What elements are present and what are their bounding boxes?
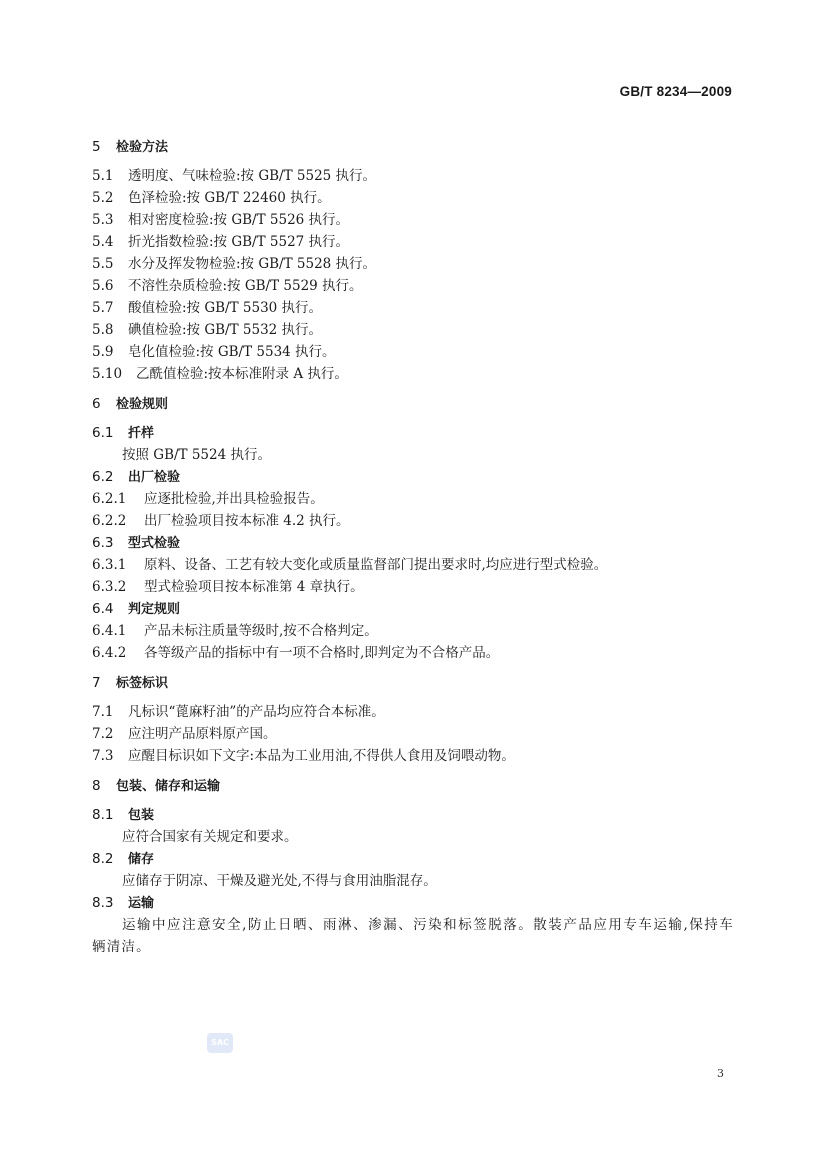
subsection-6-3-heading bbox=[92, 532, 734, 554]
clause-text: 凡标识“蓖麻籽油”的产品均应符合本标准。 bbox=[128, 704, 385, 720]
clause-6-4-1 bbox=[92, 620, 734, 642]
clause-text: 相对密度检验:按 GB/T 5526 执行。 bbox=[128, 212, 350, 228]
subsection-title: 判定规则 bbox=[128, 602, 181, 617]
subsection-number: 8.3 bbox=[92, 895, 114, 911]
clause-5-9 bbox=[92, 341, 734, 363]
clause-5-6 bbox=[92, 275, 734, 297]
standard-number: GB/T 8234—2009 bbox=[619, 84, 732, 99]
clause-number: 5.1 bbox=[92, 168, 114, 184]
clause-number: 5.7 bbox=[92, 300, 114, 316]
clause-5-2 bbox=[92, 187, 734, 209]
clause-text: 应注明产品原料原产国。 bbox=[128, 726, 277, 742]
clause-5-7 bbox=[92, 297, 734, 319]
clause-number: 5.10 bbox=[92, 366, 123, 382]
clause-text: 酸值检验:按 GB/T 5530 执行。 bbox=[128, 300, 323, 316]
clause-5-4 bbox=[92, 231, 734, 253]
clause-number: 5.8 bbox=[92, 322, 114, 338]
clause-6-2-1 bbox=[92, 488, 734, 510]
clause-number: 5.6 bbox=[92, 278, 114, 294]
clause-text: 不溶性杂质检验:按 GB/T 5529 执行。 bbox=[128, 278, 363, 294]
clause-text: 出厂检验项目按本标准 4.2 执行。 bbox=[144, 513, 350, 529]
section-title: 检验规则 bbox=[116, 397, 169, 412]
clause-number: 7.3 bbox=[92, 748, 114, 764]
subsection-8-3-text: 运输中应注意安全,防止日晒、雨淋、渗漏、污染和标签脱落。散装产品应用专车运输,保持车辆清洁。 bbox=[92, 917, 734, 955]
clause-text: 透明度、气味检验:按 GB/T 5525 执行。 bbox=[128, 168, 377, 184]
clause-5-10 bbox=[92, 363, 734, 385]
clause-6-4-2 bbox=[92, 642, 734, 664]
clause-5-1 bbox=[92, 165, 734, 187]
clause-text: 色泽检验:按 GB/T 22460 执行。 bbox=[128, 190, 331, 206]
subsection-6-1-heading bbox=[92, 422, 734, 444]
clause-text: 产品未标注质量等级时,按不合格判定。 bbox=[144, 623, 378, 639]
clause-number: 6.2.2 bbox=[92, 513, 127, 529]
section-number: 7 bbox=[92, 675, 101, 691]
section-7-heading bbox=[92, 672, 734, 694]
subsection-number: 8.2 bbox=[92, 851, 114, 867]
subsection-6-1-text: 按照 GB/T 5524 执行。 bbox=[122, 447, 271, 463]
clause-text: 型式检验项目按本标准第 4 章执行。 bbox=[144, 579, 364, 595]
clause-text: 各等级产品的指标中有一项不合格时,即判定为不合格产品。 bbox=[144, 645, 500, 661]
subsection-6-4-heading bbox=[92, 598, 734, 620]
subsection-title: 储存 bbox=[128, 852, 155, 867]
subsection-title: 型式检验 bbox=[128, 536, 181, 551]
section-5-heading bbox=[92, 136, 734, 158]
subsection-8-2-text: 应储存于阴凉、干燥及避光处,不得与食用油脂混存。 bbox=[122, 873, 437, 889]
clause-text: 乙酰值检验:按本标准附录 A 执行。 bbox=[136, 366, 348, 382]
subsection-title: 运输 bbox=[128, 896, 155, 911]
document-body bbox=[92, 136, 734, 958]
clause-text: 应逐批检验,并出具检验报告。 bbox=[144, 491, 324, 507]
clause-text: 应醒目标识如下文字:本品为工业用油,不得供人食用及饲喂动物。 bbox=[128, 748, 515, 764]
clause-7-1 bbox=[92, 701, 734, 723]
clause-number: 5.3 bbox=[92, 212, 114, 228]
subsection-number: 6.2 bbox=[92, 469, 114, 485]
clause-number: 7.2 bbox=[92, 726, 114, 742]
clause-text: 原料、设备、工艺有较大变化或质量监督部门提出要求时,均应进行型式检验。 bbox=[144, 557, 608, 573]
subsection-title: 出厂检验 bbox=[128, 470, 181, 485]
clause-number: 6.3.1 bbox=[92, 557, 127, 573]
clause-6-3-2 bbox=[92, 576, 734, 598]
publisher-watermark-logo: SAC bbox=[207, 1033, 233, 1053]
clause-number: 6.4.1 bbox=[92, 623, 127, 639]
clause-6-2-2 bbox=[92, 510, 734, 532]
section-6-heading bbox=[92, 393, 734, 415]
subsection-8-1-text: 应符合国家有关规定和要求。 bbox=[122, 829, 298, 845]
clause-7-2 bbox=[92, 723, 734, 745]
subsection-8-3-heading bbox=[92, 892, 734, 914]
clause-number: 5.4 bbox=[92, 234, 114, 250]
clause-7-3 bbox=[92, 745, 734, 767]
section-8-heading bbox=[92, 775, 734, 797]
section-number: 8 bbox=[92, 778, 101, 794]
clause-text: 折光指数检验:按 GB/T 5527 执行。 bbox=[128, 234, 350, 250]
section-title: 检验方法 bbox=[116, 140, 169, 155]
subsection-title: 包装 bbox=[128, 808, 155, 823]
clause-number: 5.9 bbox=[92, 344, 114, 360]
section-number: 6 bbox=[92, 396, 101, 412]
clause-text: 碘值检验:按 GB/T 5532 执行。 bbox=[128, 322, 323, 338]
subsection-title: 扦样 bbox=[128, 426, 155, 441]
clause-5-3 bbox=[92, 209, 734, 231]
clause-number: 5.2 bbox=[92, 190, 114, 206]
clause-number: 7.1 bbox=[92, 704, 114, 720]
clause-5-5 bbox=[92, 253, 734, 275]
clause-5-8 bbox=[92, 319, 734, 341]
subsection-number: 6.4 bbox=[92, 601, 114, 617]
subsection-8-2-heading bbox=[92, 848, 734, 870]
clause-text: 皂化值检验:按 GB/T 5534 执行。 bbox=[128, 344, 336, 360]
subsection-6-2-heading bbox=[92, 466, 734, 488]
section-title: 标签标识 bbox=[116, 676, 169, 691]
section-number: 5 bbox=[92, 139, 101, 155]
clause-text: 水分及挥发物检验:按 GB/T 5528 执行。 bbox=[128, 256, 377, 272]
section-title: 包装、储存和运输 bbox=[116, 779, 221, 794]
subsection-8-1-heading bbox=[92, 804, 734, 826]
clause-number: 6.2.1 bbox=[92, 491, 127, 507]
subsection-number: 6.1 bbox=[92, 425, 114, 441]
clause-number: 6.3.2 bbox=[92, 579, 127, 595]
subsection-number: 6.3 bbox=[92, 535, 114, 551]
clause-number: 6.4.2 bbox=[92, 645, 127, 661]
page-number: 3 bbox=[717, 1067, 724, 1080]
clause-number: 5.5 bbox=[92, 256, 114, 272]
subsection-number: 8.1 bbox=[92, 807, 114, 823]
clause-6-3-1 bbox=[92, 554, 734, 576]
